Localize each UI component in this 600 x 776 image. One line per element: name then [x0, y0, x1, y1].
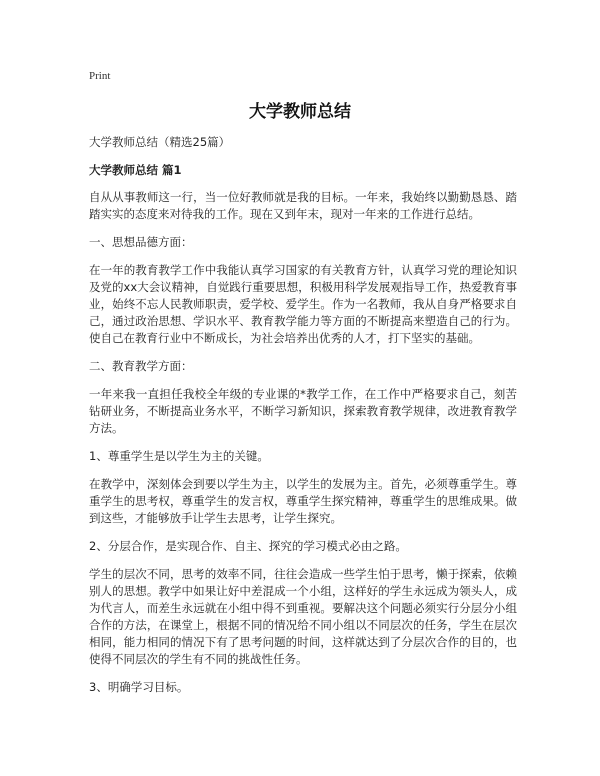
- document-title: 大学教师总结: [249, 102, 351, 122]
- section-heading-ideology: 一、思想品德方面：: [89, 235, 193, 249]
- point-paragraph-1: 在教学中，深刻体会到要以学生为主，以学生的发展为主。首先，必须尊重学生。尊重学生的思考权，尊重学生的发言权，尊重学生探究精神，尊重学生的思维成果。做到这些，才能够放手让学生去思考，让学生探究。: [89, 477, 517, 525]
- document-subtitle: 大学教师总结（精选25篇）: [89, 135, 231, 149]
- print-label: Print: [89, 70, 111, 82]
- intro-paragraph: 自从从事教师这一行，当一位好教师就是我的目标。一年来，我始终以勤勤恳恳、踏踏实实的态度来对待我的工作。现在又到年末，现对一年来的工作进行总结。: [89, 190, 517, 221]
- point-heading-1: 1、尊重学生是以学生为主的关键。: [89, 449, 269, 463]
- document-body: [89, 134, 517, 707]
- section-heading-teaching: 二、教育教学方面：: [89, 359, 193, 373]
- article-heading: 大学教师总结 篇1: [89, 163, 182, 177]
- point-heading-2: 2、分层合作，是实现合作、自主、探究的学习模式必由之路。: [89, 539, 407, 553]
- ideology-paragraph: 在一年的教育教学工作中我能认真学习国家的有关教育方针，认真学习党的理论知识及党的xx大会议精神，自觉践行重要思想，积极用科学发展观指导工作，热爱教育事业，始终不忘人民教师职责，爱学校、爱学生。作为一名教师，我从自身严格要求自己，通过政治思想、学识水平、教育教学能力等方面的不断提高来塑造自己的行为。使自己在教育行业中不断成长，为社会培养出优秀的人才，打下坚实的基础。: [89, 263, 517, 345]
- point-paragraph-2: 学生的层次不同，思考的效率不同，往往会造成一些学生怕于思考，懒于探索，依赖别人的思想。教学中如果让好中差混成一个小组，这样好的学生永远成为领头人，成为代言人，而差生永远就在小组中得不到重视。要解决这个问题必须实行分层分小组合作的方法，在课堂上，根据不同的情况给不同小组以不同层次的任务，学生在层次相同，能力相同的情况下有了思考问题的时间，这样就达到了分层次合作的目的，也使得不同层次的学生有不同的挑战性任务。: [89, 567, 517, 666]
- point-heading-3: 3、明确学习目标。: [89, 680, 189, 694]
- teaching-paragraph: 一年来我一直担任我校全年级的专业课的*教学工作，在工作中严格要求自己，刻苦钻研业务，不断提高业务水平，不断学习新知识，探索教育教学规律，改进教育教学方法。: [89, 387, 517, 435]
